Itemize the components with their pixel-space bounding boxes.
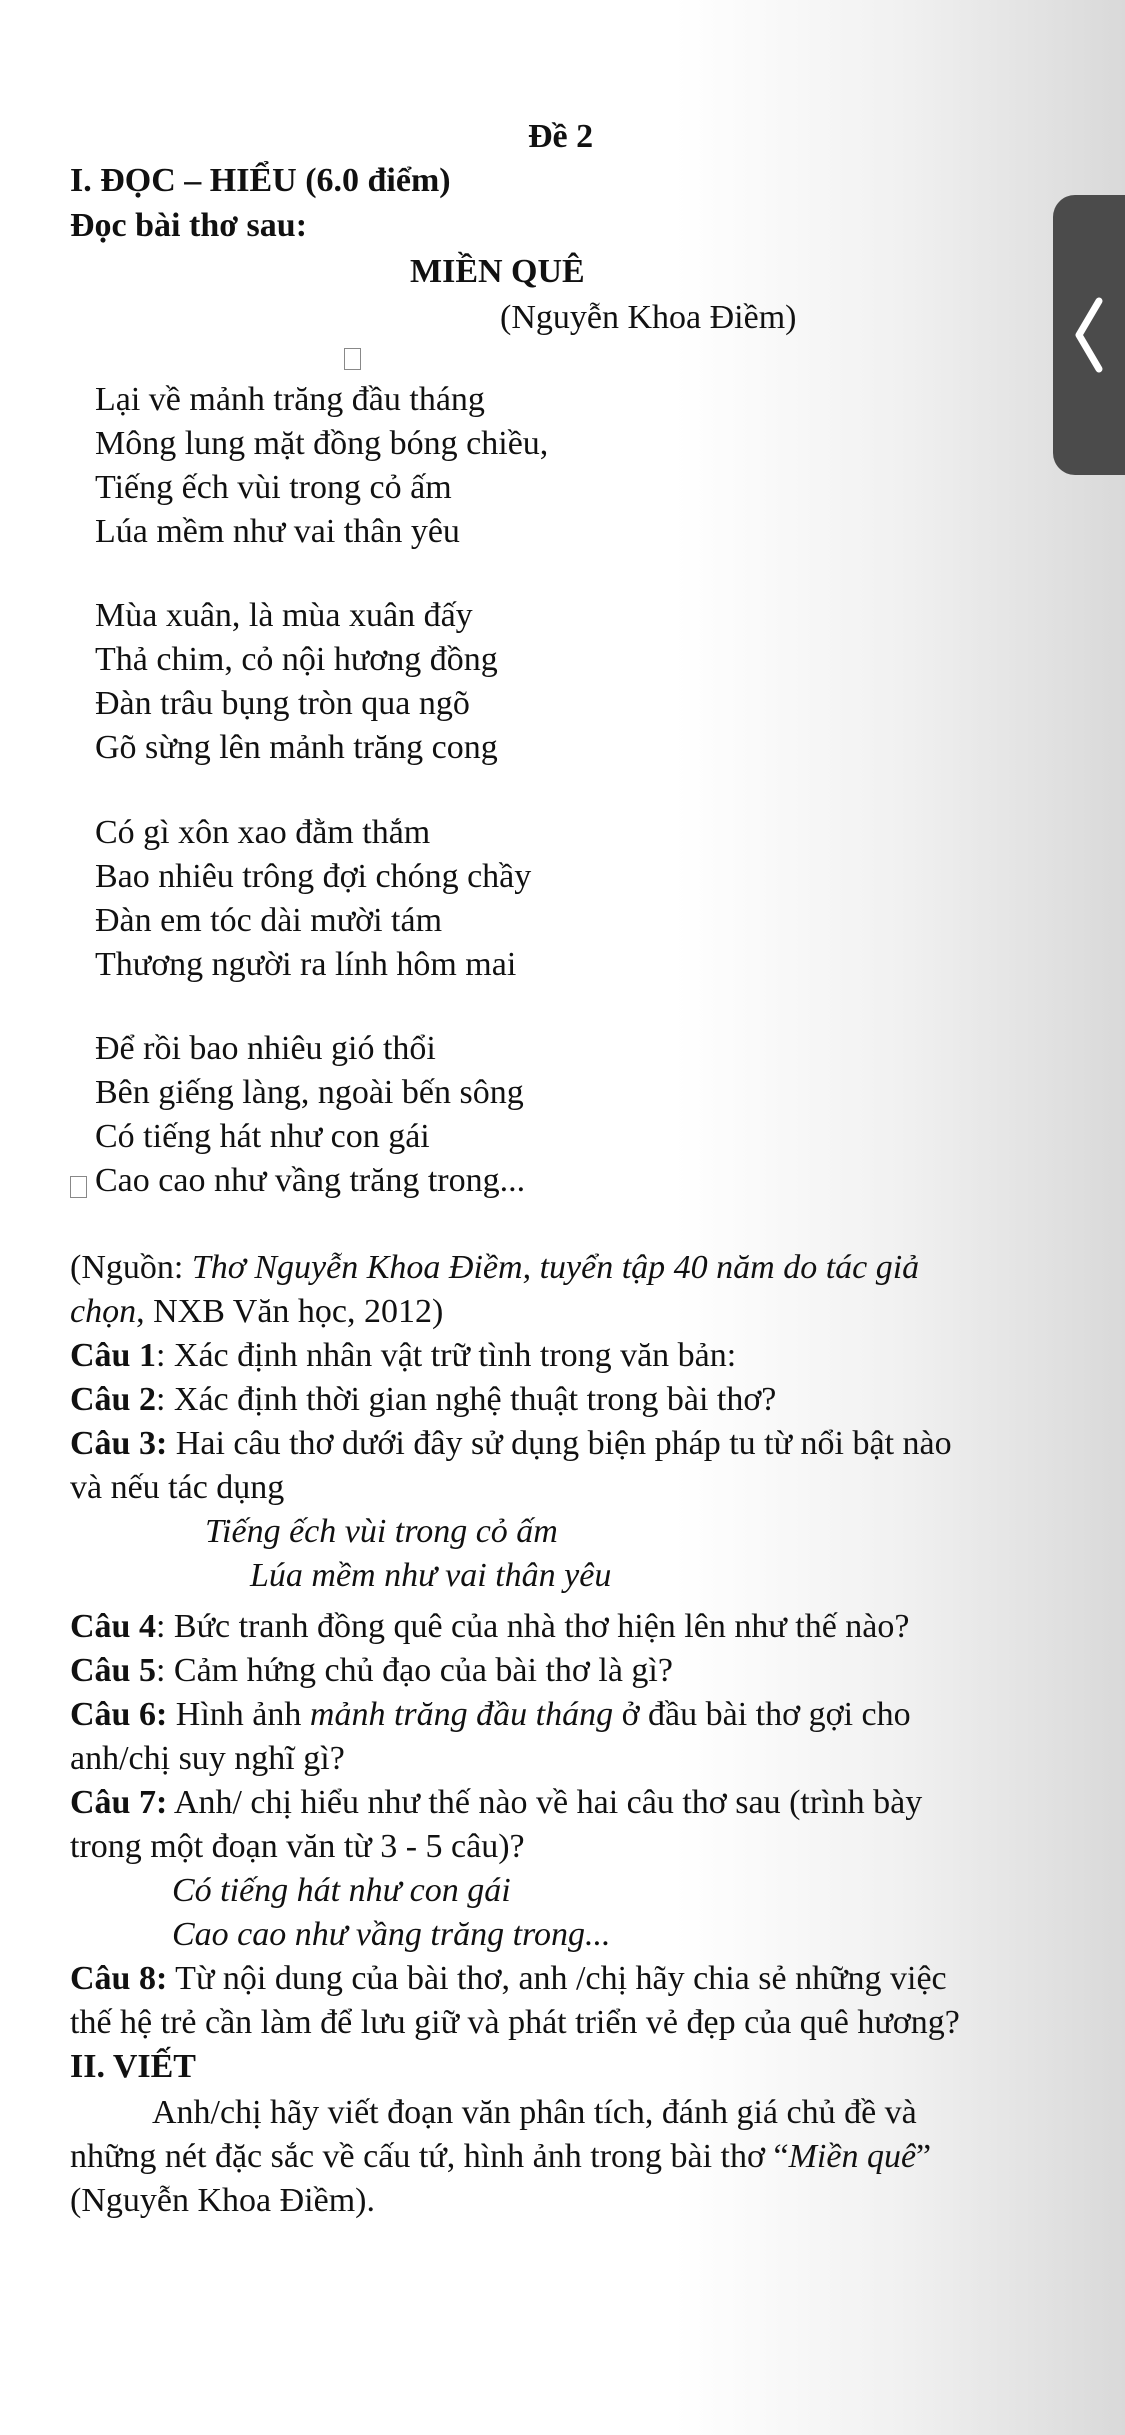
poem-line: Để rồi bao nhiêu gió thổi [95,1030,436,1067]
poem-line: Đàn em tóc dài mười tám [95,902,443,939]
source-line-1 [70,1248,919,1288]
missing-glyph-box [344,348,361,370]
question-text: Từ nội dung của bài thơ, anh /chị hãy chia sẻ những việc [167,1960,947,1997]
poem-line: Bao nhiêu trông đợi chóng chầy [95,858,532,895]
question-text: : Xác định thời gian nghệ thuật trong bài thơ? [155,1381,777,1418]
question-2 [70,1380,776,1420]
question-3 [70,1424,952,1464]
question-text: ở đầu bài thơ gợi cho [613,1696,911,1733]
poem-line: Cao cao như vầng trăng trong... [95,1162,526,1199]
quote-line: Lúa mềm như vai thân yêu [250,1557,612,1594]
writing-line-3: (Nguyễn Khoa Điềm). [70,2182,375,2219]
poem-line: Mùa xuân, là mùa xuân đấy [95,597,473,634]
chevron-left-icon [1071,295,1107,375]
question-label: Câu 5 [70,1652,156,1689]
side-panel-handle[interactable] [1053,195,1125,475]
question-label: Câu 3: [70,1425,168,1462]
poem-line: Lại về mảnh trăng đầu tháng [95,381,485,418]
question-6-cont: anh/chị suy nghĩ gì? [70,1740,345,1777]
writing-poem-name: Miền quê [788,2138,917,2175]
question-8-cont: thế hệ trẻ cần làm để lưu giữ và phát triển vẻ đẹp của quê hương? [70,2004,960,2041]
question-text: Hai câu thơ dưới đây sử dụng biện pháp tu từ nổi bật nào [167,1425,952,1462]
quote-line: Cao cao như vầng trăng trong... [172,1916,611,1953]
source-line-2 [70,1292,443,1332]
question-1 [70,1336,736,1376]
question-text: : Xác định nhân vật trữ tình trong văn bản: [155,1337,737,1374]
exam-title: Đề 2 [528,118,594,155]
source-title-end: chọn [70,1293,137,1330]
question-italic: mảnh trăng đầu tháng [309,1696,614,1733]
question-text: : Bức tranh đồng quê của nhà thơ hiện lên như thế nào? [155,1608,910,1645]
question-label: Câu 8: [70,1960,168,1997]
question-label: Câu 1 [70,1337,156,1374]
writing-text: những nét đặc sắc về cấu tứ, hình ảnh trong bài thơ “ [70,2138,789,2175]
question-7-cont: trong một đoạn văn từ 3 - 5 câu)? [70,1828,525,1865]
section-1-heading: I. ĐỌC – HIỂU (6.0 điểm) [70,162,451,199]
question-6 [70,1695,911,1735]
quote-line: Có tiếng hát như con gái [172,1872,511,1909]
question-label: Câu 4 [70,1608,156,1645]
source-publisher: , NXB Văn học, 2012) [136,1293,444,1330]
question-7 [70,1783,922,1823]
question-label: Câu 2 [70,1381,156,1418]
poem-line: Mông lung mặt đồng bóng chiều, [95,425,549,462]
question-3-cont: và nếu tác dụng [70,1469,285,1506]
question-label: Câu 7: [70,1784,168,1821]
question-text: Hình ảnh [167,1696,310,1733]
question-text: : Cảm hứng chủ đạo của bài thơ là gì? [155,1652,673,1689]
question-text: Anh/ chị hiểu như thế nào về hai câu thơ sau (trình bày [167,1784,923,1821]
poem-line: Lúa mềm như vai thân yêu [95,513,460,550]
source-open: (Nguồn: [70,1249,192,1286]
poem-author: (Nguyễn Khoa Điềm) [500,299,797,336]
missing-glyph-box [70,1176,87,1198]
poem-title: MIỀN QUÊ [410,253,585,290]
section-2-heading: II. VIẾT [70,2048,196,2085]
poem-line: Có gì xôn xao đằm thắm [95,814,431,851]
writing-line-2 [70,2137,931,2177]
poem-line: Bên giếng làng, ngoài bến sông [95,1074,524,1111]
poem-line: Có tiếng hát như con gái [95,1118,430,1155]
poem-line: Đàn trâu bụng tròn qua ngõ [95,685,470,722]
poem-line: Tiếng ếch vùi trong cỏ ấm [95,469,452,506]
question-8 [70,1959,947,1999]
instruction: Đọc bài thơ sau: [70,207,308,244]
poem-line: Thả chim, cỏ nội hương đồng [95,641,498,678]
poem-line: Thương người ra lính hôm mai [95,946,517,983]
quote-line: Tiếng ếch vùi trong cỏ ấm [205,1513,558,1550]
writing-text: ” [916,2138,932,2175]
source-title: Thơ Nguyễn Khoa Điềm, tuyển tập 40 năm do tác giả [191,1249,920,1286]
question-4 [70,1607,909,1647]
writing-line-1: Anh/chị hãy viết đoạn văn phân tích, đánh giá chủ đề và [152,2094,917,2131]
question-5 [70,1651,673,1691]
question-label: Câu 6: [70,1696,168,1733]
poem-line: Gõ sừng lên mảnh trăng cong [95,729,498,766]
